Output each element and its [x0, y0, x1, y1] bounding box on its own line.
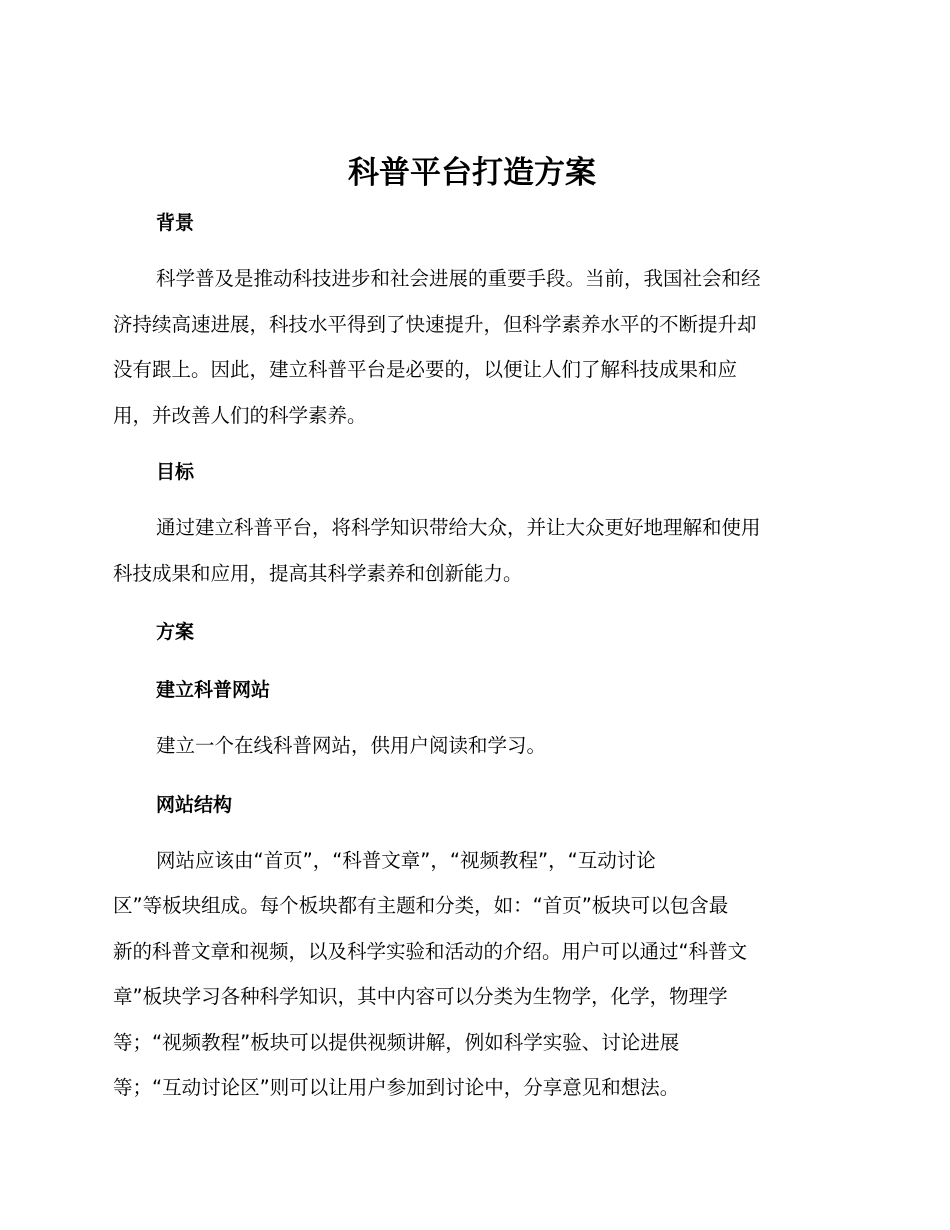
paragraph-line: 区”等板块组成。每个板块都有主题和分类，如：“首页”板块可以包含最 — [113, 894, 729, 917]
background-paragraph — [113, 256, 831, 438]
section-heading-goal: 目标 — [156, 461, 195, 483]
paragraph-line: 科学普及是推动科技进步和社会进展的重要手段。当前，我国社会和经 — [156, 267, 761, 290]
document-title: 科普平台打造方案 — [348, 155, 596, 191]
website-paragraph — [113, 723, 831, 769]
paragraph-line: 科技成果和应用，提高其科学素养和创新能力。 — [113, 561, 523, 585]
section-heading-plan: 方案 — [156, 621, 195, 643]
section-heading-structure: 网站结构 — [156, 793, 233, 816]
document-page — [113, 150, 831, 1111]
goal-paragraph — [113, 505, 831, 596]
paragraph-line: 等；“互动讨论区”则可以让用户参加到讨论中，分享意见和想法。 — [113, 1076, 680, 1099]
paragraph-line: 网站应该由“首页”，“科普文章”，“视频教程”，“互动讨论 — [156, 848, 656, 872]
paragraph-line: 通过建立科普平台，将科学知识带给大众，并让大众更好地理解和使用 — [156, 516, 761, 539]
paragraph-line: 没有跟上。因此，建立科普平台是必要的，以便让人们了解科技成果和应 — [113, 358, 738, 381]
structure-paragraph — [113, 838, 831, 1111]
paragraph-line: 新的科普文章和视频，以及科学实验和活动的介绍。用户可以通过“科普文 — [113, 939, 748, 963]
section-heading-website: 建立科普网站 — [156, 679, 271, 701]
paragraph-line: 章”板块学习各种科学知识，其中内容可以分类为生物学，化学，物理学 — [113, 985, 728, 1008]
section-heading-background: 背景 — [156, 212, 195, 234]
paragraph-line: 等；“视频教程”板块可以提供视频讲解，例如科学实验、讨论进展 — [113, 1030, 680, 1054]
paragraph-line: 建立一个在线科普网站，供用户阅读和学习。 — [156, 734, 547, 757]
paragraph-line: 用，并改善人们的科学素养。 — [113, 403, 367, 427]
paragraph-line: 济持续高速进展，科技水平得到了快速提升，但科学素养水平的不断提升却 — [113, 312, 757, 336]
